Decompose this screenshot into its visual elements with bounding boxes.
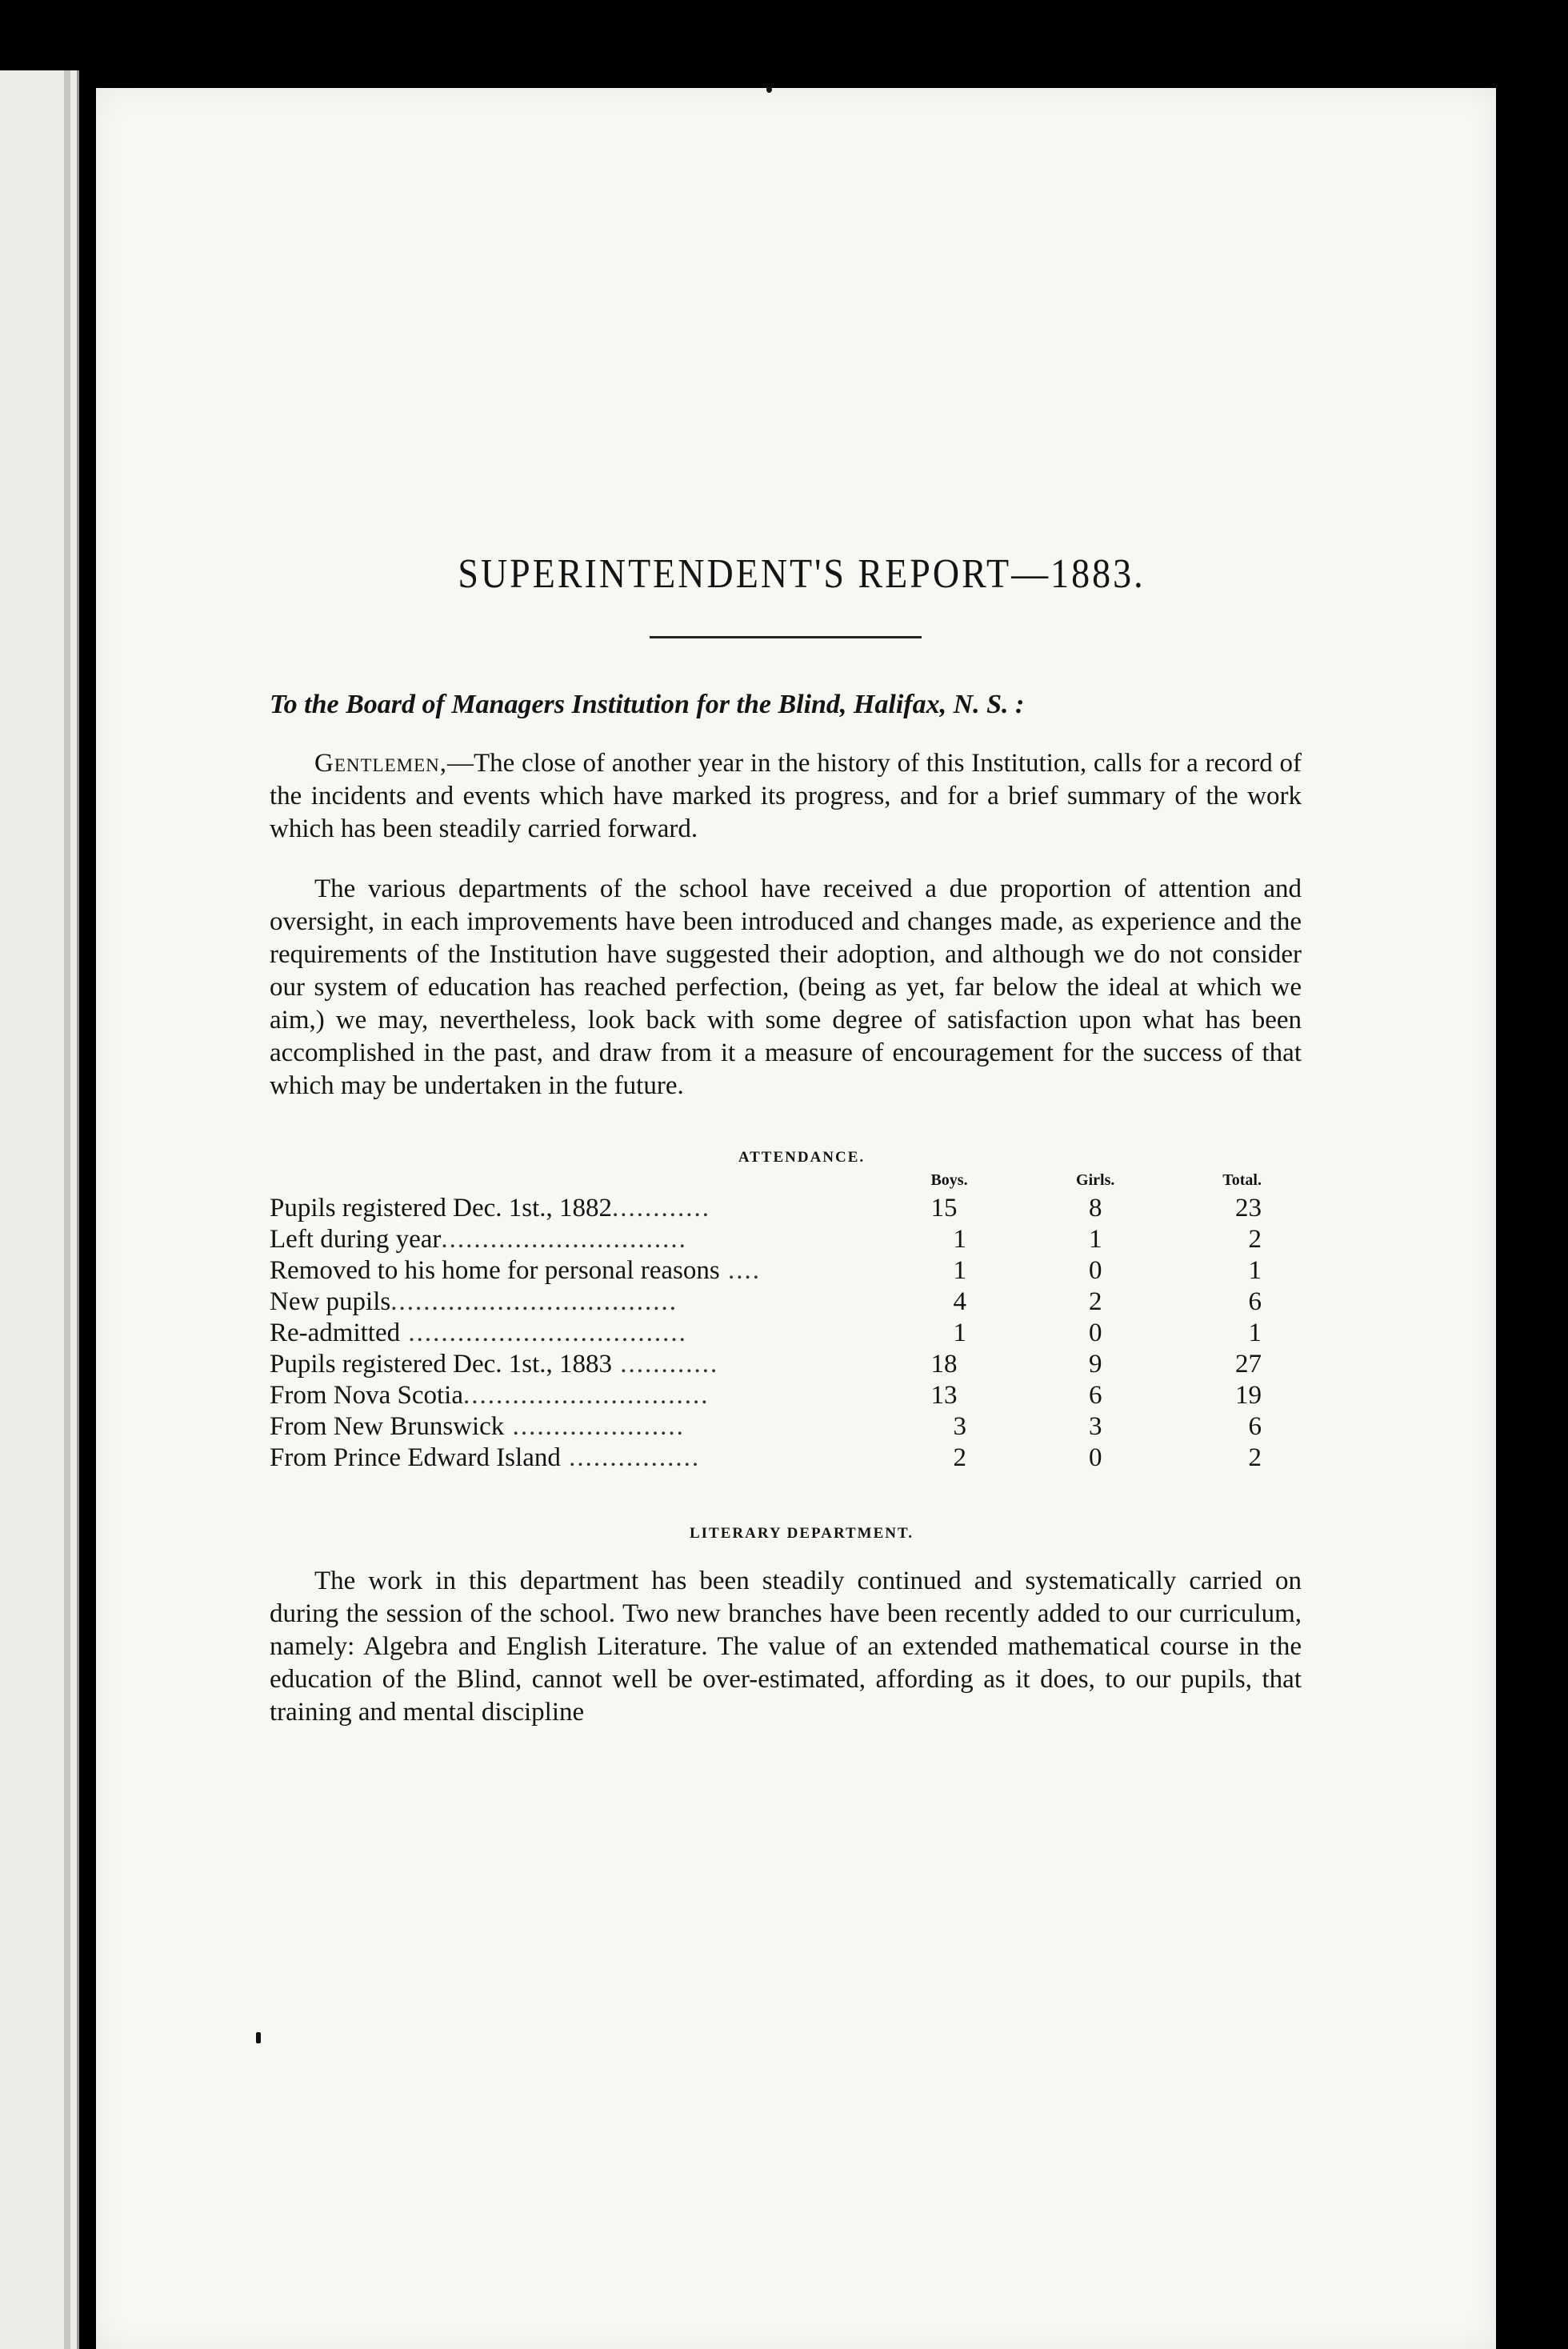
total-value: 1 (1248, 1256, 1262, 1285)
row-label (270, 1380, 930, 1411)
leader-dots: .............................. (462, 1381, 710, 1410)
girls-value: 2 (1088, 1287, 1102, 1316)
salutation: To the Board of Managers Institution for the Blind, Halifax, N. S. : (270, 690, 1025, 719)
total-value: 2 (1248, 1225, 1262, 1254)
boys-value: 13 (930, 1381, 958, 1410)
leader-dots: .............................. (441, 1225, 687, 1254)
table-row (270, 1380, 1270, 1411)
total-value: 6 (1248, 1412, 1262, 1441)
row-label-text: Left during year (270, 1225, 442, 1254)
boys-column-header: Boys. (930, 1171, 968, 1189)
boys-value: 1 (953, 1256, 966, 1285)
girls-value: 1 (1088, 1225, 1102, 1254)
attendance-table (270, 1171, 1270, 1474)
row-label-text: From Nova Scotia (270, 1381, 463, 1410)
girls-value: 3 (1088, 1412, 1102, 1441)
girls-value: 0 (1088, 1256, 1102, 1285)
total-value: 23 (1235, 1194, 1262, 1223)
girls-value: 8 (1088, 1194, 1102, 1223)
girls-value: 9 (1088, 1350, 1102, 1379)
intro-text: —The close of another year in the history of this Institution, calls for a record of the incidents and events which have marked its progress, and for a brief summary of the work which has been steadily carried forward. (270, 749, 1302, 843)
row-label (270, 1255, 930, 1287)
boys-value: 2 (953, 1443, 966, 1472)
boys-value: 15 (930, 1194, 958, 1223)
row-label-text: From New Brunswick (270, 1412, 505, 1441)
boys-value: 18 (930, 1350, 958, 1379)
report-title: SUPERINTENDENT'S REPORT—1883. (458, 550, 1146, 597)
boys-value: 3 (953, 1412, 966, 1441)
table-row (270, 1193, 1270, 1224)
total-value: 6 (1248, 1287, 1262, 1316)
girls-value: 0 (1088, 1319, 1102, 1347)
girls-value: 6 (1088, 1381, 1102, 1410)
boys-value: 1 (953, 1225, 966, 1254)
literary-paragraph: The work in this department has been steadily continued and systematically carried on during the session of the school. Two new branches have been recently added to our curriculum, namely: Algebra and English Literature. The value of an extended mathematical course in the education of the Blind, cannot well be over-estimated, affording as it does, to our pupils, that training and mental discipline (270, 1567, 1302, 1727)
table-row (270, 1411, 1270, 1443)
boys-value: 1 (953, 1319, 966, 1347)
row-label (270, 1193, 930, 1224)
page-gutter (64, 70, 70, 2349)
row-label (270, 1318, 930, 1349)
table-row (270, 1443, 1270, 1474)
leader-dots: ..................... (504, 1412, 685, 1441)
total-value: 19 (1235, 1381, 1262, 1410)
row-label (270, 1411, 930, 1443)
row-label-text: New pupils (270, 1287, 391, 1316)
leader-dots: .... (719, 1256, 761, 1285)
page-content (270, 552, 1302, 1729)
row-label (270, 1349, 930, 1380)
document-page (96, 88, 1496, 2349)
ink-speck (256, 2032, 261, 2043)
intro-paragraph (270, 747, 1302, 846)
row-label-text: Pupils registered Dec. 1st., 1883 (270, 1350, 613, 1379)
table-row (270, 1349, 1270, 1380)
total-value: 2 (1248, 1443, 1262, 1472)
row-label (270, 1224, 930, 1255)
total-column-header: Total. (1222, 1171, 1262, 1189)
label-column-header (270, 1171, 930, 1193)
title-rule (650, 636, 922, 638)
departments-paragraph: The various departments of the school have received a due proportion of attention and oversight, in each improvements have been introduced and changes made, as experience and the requirements of the Institution have suggested their adoption, and although we do not consider our system of education has reached perfection, (being as yet, far below the ideal at which we aim,) we may, nevertheless, look back with some degree of satisfaction upon what has been accomplished in the past, and draw from it a measure of encouragement for the success of that which may be undertaken in the future. (270, 874, 1302, 1100)
leader-dots: ............ (612, 1194, 711, 1223)
table-row (270, 1255, 1270, 1287)
total-value: 27 (1235, 1350, 1262, 1379)
row-label-text: Pupils registered Dec. 1st., 1882 (270, 1194, 613, 1223)
attendance-header-row (270, 1171, 1270, 1193)
row-label-text: From Prince Edward Island (270, 1443, 561, 1472)
girls-column-header: Girls. (1076, 1171, 1115, 1189)
row-label (270, 1287, 930, 1318)
girls-value: 0 (1088, 1443, 1102, 1472)
table-row (270, 1318, 1270, 1349)
leader-dots: ............ (612, 1350, 719, 1379)
leader-dots: ................ (560, 1443, 701, 1472)
top-ink-speck (766, 86, 772, 93)
row-label (270, 1443, 930, 1474)
leader-dots: .................................. (400, 1319, 687, 1347)
literary-heading: LITERARY DEPARTMENT. (689, 1525, 914, 1542)
leader-dots: ................................... (390, 1287, 678, 1316)
row-label-text: Re-admitted (270, 1319, 401, 1347)
boys-value: 4 (953, 1287, 966, 1316)
table-row (270, 1287, 1270, 1318)
intro-lead: Gentlemen, (314, 749, 447, 778)
total-value: 1 (1248, 1319, 1262, 1347)
table-row (270, 1224, 1270, 1255)
row-label-text: Removed to his home for personal reasons (270, 1256, 720, 1285)
attendance-heading: ATTENDANCE. (738, 1149, 866, 1166)
